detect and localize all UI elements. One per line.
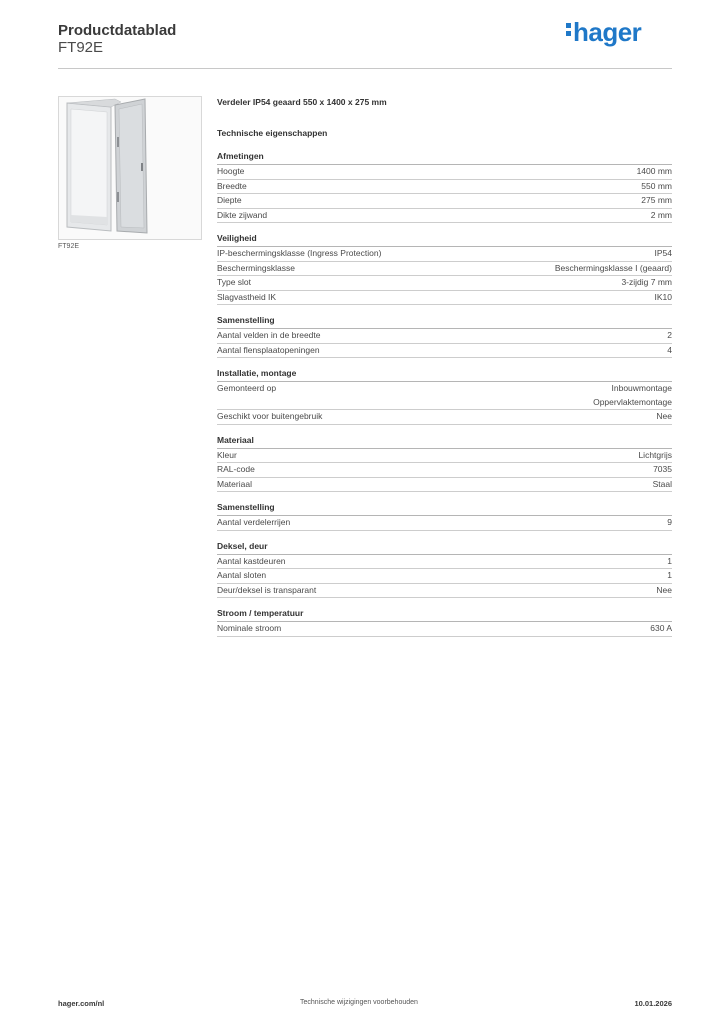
- spec-label: Aantal flensplaatopeningen: [217, 344, 320, 355]
- spec-section: [217, 434, 672, 493]
- section-title: Deksel, deur: [217, 540, 672, 555]
- spec-section: [217, 314, 672, 358]
- spec-value: IK10: [654, 291, 672, 302]
- spec-label: Aantal verdelerrijen: [217, 517, 291, 527]
- spec-label: Materiaal: [217, 478, 252, 489]
- spec-row: [217, 478, 672, 493]
- spec-label: Aantal sloten: [217, 570, 267, 580]
- spec-section: [217, 501, 672, 531]
- spec-value: 1400 mm: [636, 166, 672, 176]
- spec-row: [217, 410, 672, 425]
- spec-row: [217, 329, 672, 344]
- spec-value: 2 mm: [650, 209, 672, 220]
- spec-label: Slagvastheid IK: [217, 291, 277, 302]
- spec-row: [217, 516, 672, 531]
- spec-value: IP54: [654, 248, 672, 258]
- spec-section: [217, 150, 672, 223]
- spec-row: [217, 276, 672, 291]
- cabinet-illustration: [59, 97, 201, 239]
- spec-value: 550 mm: [641, 180, 672, 191]
- section-title: Samenstelling: [217, 314, 672, 329]
- spec-value: Nee: [656, 584, 672, 595]
- spec-row: [217, 344, 672, 359]
- spec-label: Aantal velden in de breedte: [217, 330, 321, 340]
- spec-value: 275 mm: [641, 195, 672, 205]
- spec-label: Type slot: [217, 277, 252, 287]
- spec-label: Beschermingsklasse: [217, 262, 295, 273]
- footer-disclaimer: Technische wijzigingen voorbehouden: [300, 999, 418, 1006]
- section-title: Materiaal: [217, 434, 672, 449]
- specifications: [217, 96, 672, 637]
- section-title: Stroom / temperatuur: [217, 607, 672, 622]
- spec-label: IP-beschermingsklasse (Ingress Protection): [217, 248, 382, 258]
- spec-row: [217, 247, 672, 262]
- header-divider: [58, 68, 672, 69]
- spec-value: 630 A: [650, 623, 672, 633]
- product-code: FT92E: [58, 39, 104, 56]
- spec-label: Hoogte: [217, 166, 245, 176]
- spec-row: [217, 555, 672, 570]
- spec-section: [217, 540, 672, 599]
- spec-label: Deur/deksel is transparant: [217, 584, 317, 595]
- spec-value: Lichtgrijs: [638, 449, 672, 460]
- spec-value: 7035: [653, 464, 672, 474]
- spec-label: Diepte: [217, 195, 242, 205]
- spec-value: 1: [667, 570, 672, 580]
- section-title: Afmetingen: [217, 150, 672, 165]
- hager-logo: [566, 17, 641, 48]
- spec-label: Aantal kastdeuren: [217, 555, 286, 566]
- product-image: [58, 96, 202, 240]
- spec-row: [217, 262, 672, 277]
- spec-label: Dikte zijwand: [217, 209, 268, 220]
- section-title: Veiligheid: [217, 232, 672, 247]
- logo-text: hager: [573, 17, 642, 47]
- section-title: Installatie, montage: [217, 367, 672, 382]
- image-caption: FT92E: [58, 243, 80, 250]
- spec-row: [217, 291, 672, 306]
- product-heading: Verdeler IP54 geaard 550 x 1400 x 275 mm: [217, 97, 387, 107]
- spec-value: Nee: [656, 411, 672, 421]
- spec-row: [217, 569, 672, 584]
- spec-value: Staal: [652, 478, 672, 489]
- section-title: Samenstelling: [217, 501, 672, 516]
- spec-label: Nominale stroom: [217, 623, 282, 633]
- spec-row: [217, 180, 672, 195]
- spec-row: [217, 209, 672, 224]
- logo-dots-icon: [566, 20, 572, 39]
- spec-value: Inbouwmontage Oppervlaktemontage: [593, 383, 672, 407]
- page-title: Productdatablad: [58, 22, 177, 39]
- footer-website: hager.com/nl: [58, 999, 105, 1008]
- spec-value: 3-zijdig 7 mm: [621, 277, 672, 287]
- spec-label: Gemonteerd op: [217, 383, 277, 393]
- spec-value: 1: [667, 555, 672, 566]
- footer-date: 10.01.2026: [634, 999, 672, 1008]
- spec-label: Kleur: [217, 449, 237, 460]
- spec-sections: [217, 150, 672, 637]
- spec-row: [217, 382, 672, 410]
- spec-label: RAL-code: [217, 464, 255, 474]
- spec-label: Geschikt voor buitengebruik: [217, 411, 323, 421]
- spec-row: [217, 463, 672, 478]
- spec-section: [217, 232, 672, 305]
- spec-value: 9: [667, 517, 672, 527]
- spec-value: 4: [667, 344, 672, 355]
- spec-row: [217, 622, 672, 637]
- spec-value: 2: [667, 330, 672, 340]
- spec-row: [217, 449, 672, 464]
- spec-label: Breedte: [217, 180, 247, 191]
- spec-row: [217, 165, 672, 180]
- spec-value: Beschermingsklasse I (geaard): [554, 262, 672, 273]
- spec-row: [217, 584, 672, 599]
- spec-row: [217, 194, 672, 209]
- tech-heading: Technische eigenschappen: [217, 128, 328, 138]
- spec-section: [217, 607, 672, 637]
- spec-section: [217, 367, 672, 425]
